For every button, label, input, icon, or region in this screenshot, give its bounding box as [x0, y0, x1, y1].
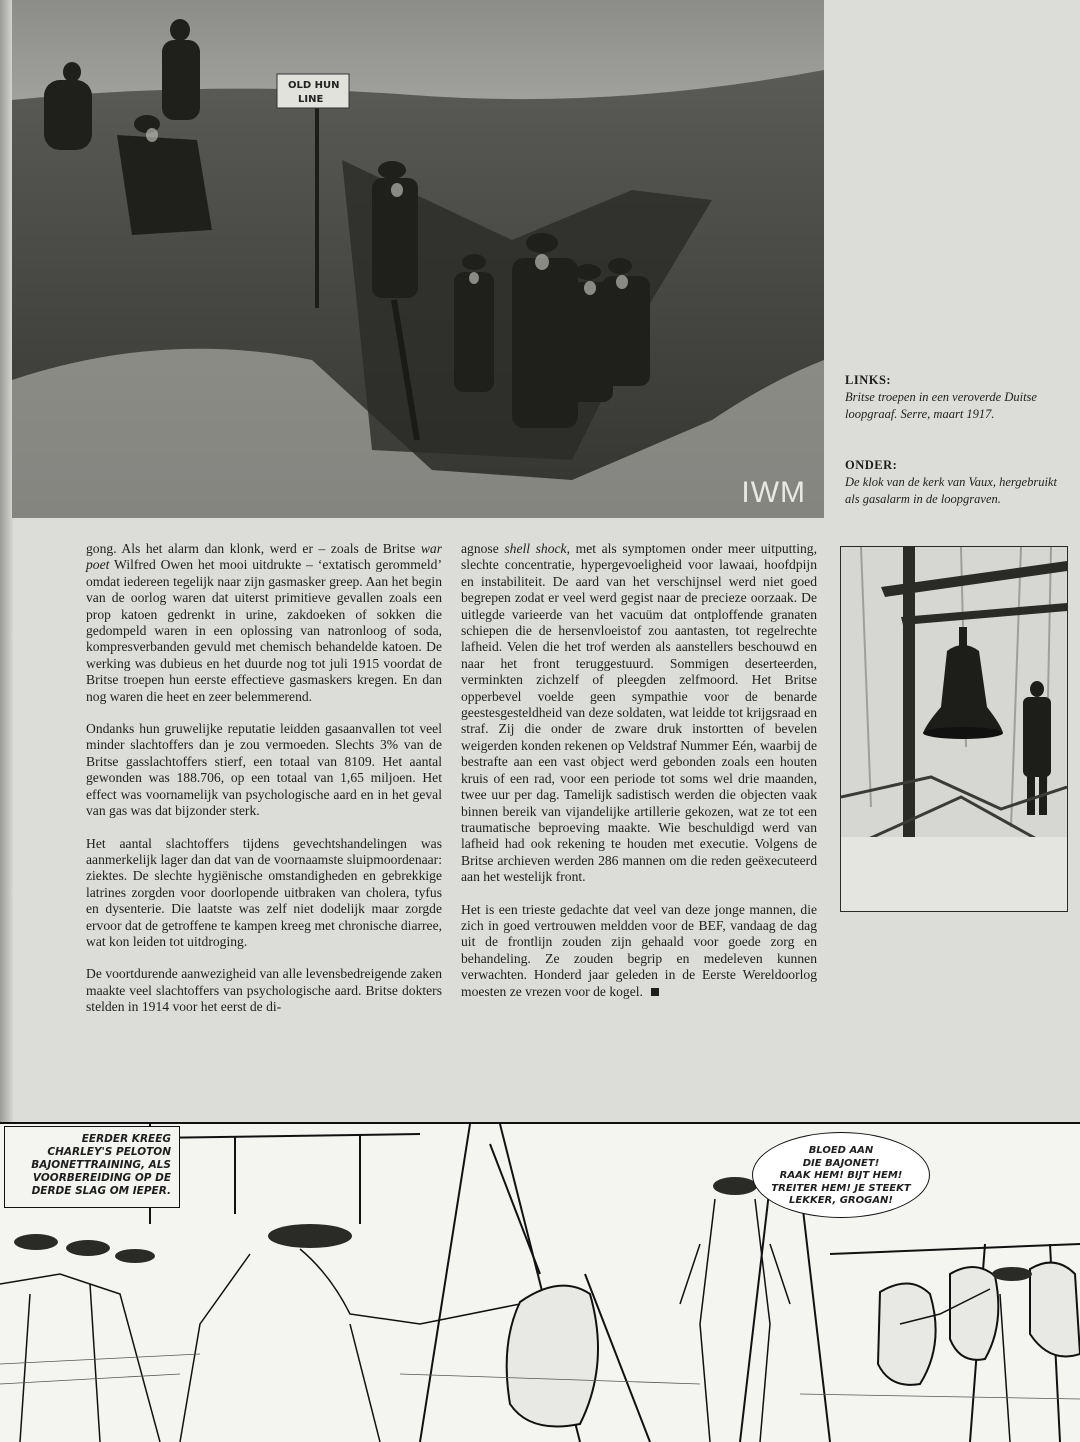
sign-line-1: OLD HUN [288, 80, 340, 91]
caption-links-body: Britse troepen in een veroverde Duitse loopgraaf. Serre, maart 1917. [845, 390, 1037, 421]
article-column-left [86, 541, 442, 1032]
church-bell-illustration [841, 547, 1067, 911]
comic-caption-line: DERDE SLAG OM IEPER. [31, 1185, 171, 1197]
comic-speech-bubble [752, 1132, 930, 1218]
caption-links-head: LINKS: [845, 373, 892, 387]
comic-caption-line: CHARLEY'S PELOTON [47, 1146, 171, 1158]
article-left-paragraph-4: De voortdurende aanwezigheid van alle levensbedreigende zaken maakte veel slachtoffers van psychologische aard. Britse dokters stelden in 1914 voor het eerst de di- [86, 966, 442, 1015]
trench-photo-illustration [12, 0, 824, 518]
text-span: agnose [461, 541, 505, 556]
text-span: Wilfred Owen het mooi uitdrukte – ‘extatisch gerommeld’ omdat iedereen tegelijk naar zijn gasmasker greep. Aan het begin van de oorlog waren dat uiterst primitieve gevallen zoals een prop katoen gedrenkt in urine, zakdoeken of sokken die gedompeld waren in een oplossing van natronloog of soda, kompresverbanden gevuld met chemisch behandelde katoen. De werking was dubieus en het duurde nog tot juli 1915 voordat de Britse troepen hun eerste effectieve gasmaskers kregen. En dan nog waren die heet en zeer belemmerend. [86, 557, 442, 704]
text-span: gong. Als het alarm dan klonk, werd er – zoals de Britse [86, 541, 421, 556]
end-of-article-mark [651, 988, 659, 996]
war-poet-italic: war poet [86, 541, 442, 573]
caption-links [845, 372, 1065, 423]
caption-onder [845, 457, 1065, 508]
sign-line-2: LINE [298, 94, 324, 105]
article-left-paragraph-1 [86, 541, 442, 705]
speech-bubble-line: DIE BAJONET! [802, 1157, 880, 1169]
text-span: , met als symptomen onder meer uitputting, slechte concentratie, hypergevoeligheid voor lawaai, hoofdpijn en instabiliteit. De aard van het verschijnsel werd niet goed begrepen zodat er veel werd gegist naar de precieze oorzaak. De uitlegde varieerde van het vacuüm dat ontploffende granaten schiepen die de hersenvloeistof zou aantasten, tot regelrechte lafheid. Velen die het trof werden als aanstellers beschouwd en naar het front teruggestuurd. Sommigen deserteerden, verminkten zichzelf of pleegden zelfmoord. Het Britse opperbevel voelde geen sympathie voor de benarde geestesgesteldheid van deze soldaten, wat leidde tot krijgsraad en straf. Zij die onder de zware druk instortten of bevelen weigerden konden rekenen op Veldstraf Nummer Eén, waarbij de bestrafte aan een vast object werd gebonden zoals een houten kruis of een rad, voor een periode tot soms wel drie maanden, twee uur per dag. Tamelijk sadistisch werden die objecten vaak binnen bereik van vijandelijke artillerie gekozen, wat ze tot een traumatische beproeving maakte. Wie beschuldigd werd van lafheid had ook rekening te houden met executie. Volgens de Britse archieven werden 286 mannen om die reden geëxecuteerd aan het westelijk front. [461, 541, 817, 885]
speech-bubble-line: BLOED AAN [808, 1145, 874, 1156]
article-column-right [461, 541, 817, 1016]
shell-shock-italic: shell shock [504, 541, 567, 556]
caption-onder-head: ONDER: [845, 458, 898, 472]
article-left-paragraph-2: Ondanks hun gruwelijke reputatie leidden gasaanvallen tot veel minder slachtoffers dan je zou vermoeden. Slechts 3% van de Britse gasslachtoffers stierf, een totaal van 8109. Het aantal gewonden was 188.706, op een totaal van 1,65 miljoen. Het effect was voornamelijk van psychologische aard en in het geval van gas was dat bijzonder sterk. [86, 721, 442, 819]
text-span: Het is een trieste gedachte dat veel van deze jonge mannen, die zich in goed vertrouwen meldden voor de BEF, vandaag de dag uit de frontlijn zouden zijn gehaald voor goede zorg en behandeling. Ze zouden begrip en medeleven kunnen verwachten. Honderd jaar geleden in de Eerste Wereldoorlog moesten ze vrezen voor de kogel. [461, 901, 817, 999]
speech-bubble-line: RAAK HEM! BIJT HEM! [779, 1170, 903, 1181]
comic-caption-line: VOORBEREIDING OP DE [32, 1172, 171, 1184]
speech-bubble-line: TREITER HEM! JE STEEKT [771, 1182, 911, 1194]
article-right-paragraph-1 [461, 541, 817, 886]
comic-caption-line: BAJONETTRAINING, ALS [31, 1159, 171, 1171]
church-bell-photo [840, 546, 1068, 912]
comic-caption-line: EERDER KREEG [81, 1133, 171, 1145]
article-left-paragraph-3: Het aantal slachtoffers tijdens gevechtshandelingen was aanmerkelijk lager dan dat van de voornaamste sluipmoordenaar: ziektes. De slechte hygiënische omstandigheden en gebrekkige latrines zorgden voor doorlopende uitbraken van cholera, tyfus en dysenterie. Die laatste was zelf niet dodelijk maar zorgde ervoor dat de getroffene te kampen kreeg met chronische diarree, wat kon leiden tot uitdroging. [86, 835, 442, 949]
photo-credit-iwm: IWM [741, 476, 806, 509]
caption-onder-body: De klok van de kerk van Vaux, hergebruikt als gasalarm in de loopgraven. [845, 475, 1057, 506]
article-right-paragraph-2 [461, 902, 817, 1000]
trench-photo [12, 0, 824, 518]
speech-bubble-line: LEKKER, GROGAN! [789, 1195, 893, 1206]
comic-caption-box [4, 1126, 180, 1208]
